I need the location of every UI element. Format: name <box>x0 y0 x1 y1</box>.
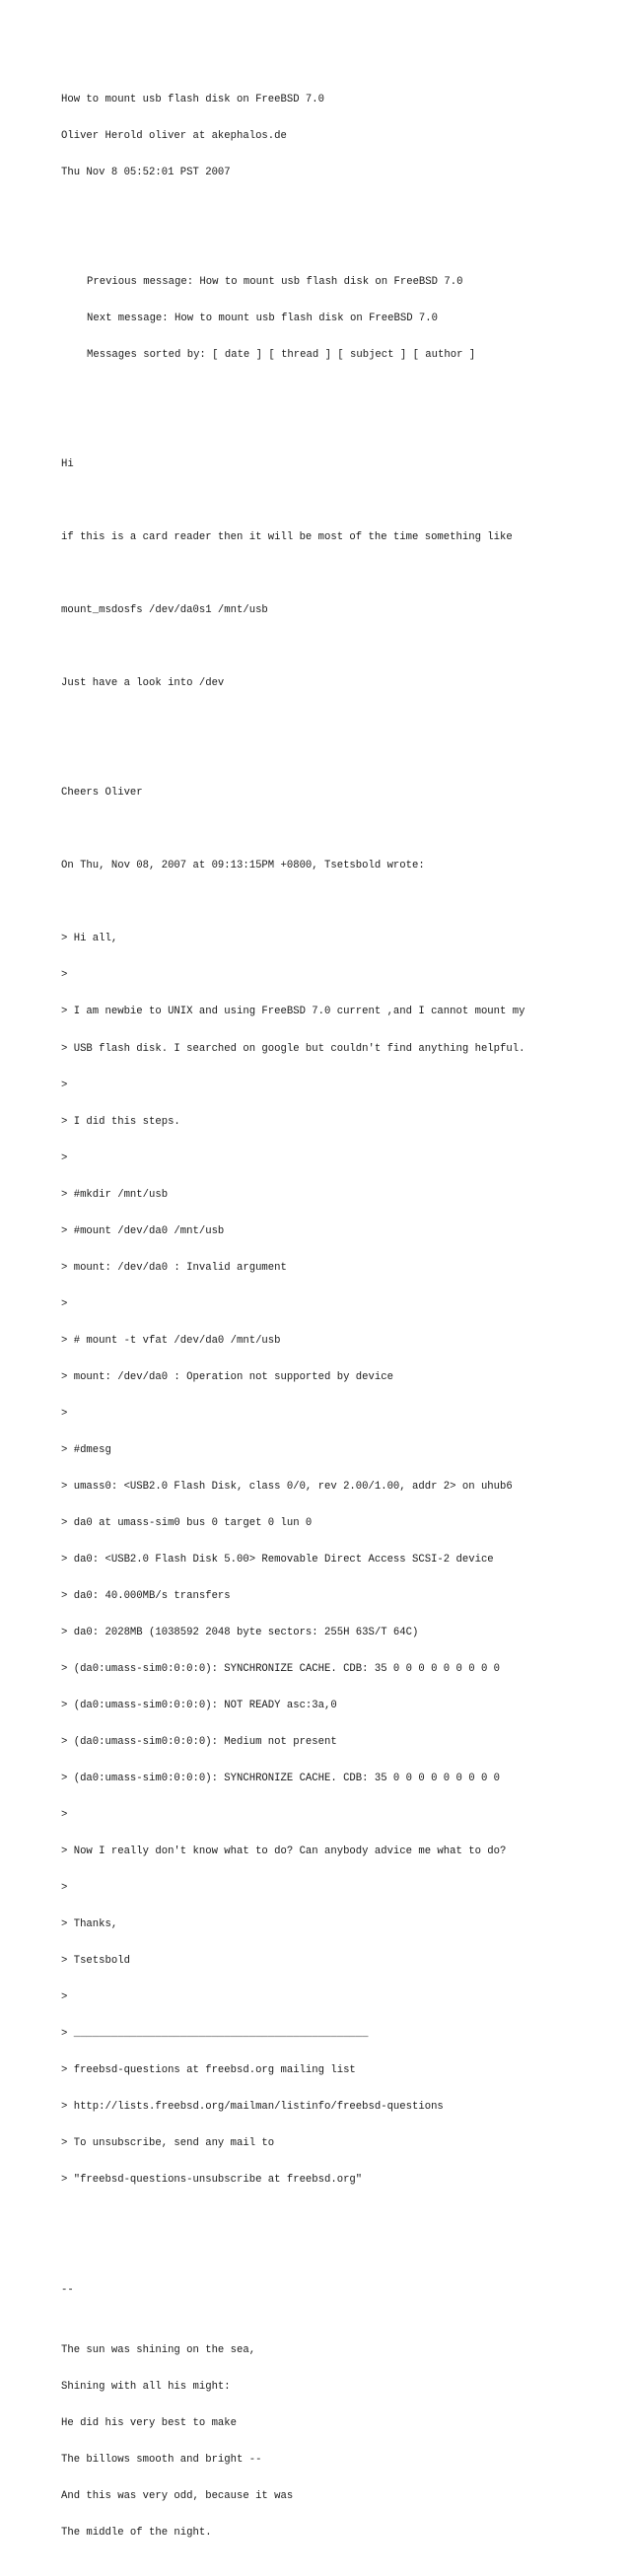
quoted-line: > #dmesg <box>61 1443 111 1456</box>
quoted-line: > (da0:umass-sim0:0:0:0): SYNCHRONIZE CACHE. CDB: 35 0 0 0 0 0 0 0 0 0 <box>61 1663 501 1676</box>
quoted-message <box>61 909 524 2211</box>
message-page <box>61 69 524 2576</box>
quoted-line: > Now I really don't know what to do? Can anybody advice me what to do? <box>61 1845 507 1858</box>
spacer <box>61 2248 524 2260</box>
quoted-line: > mount: /dev/da0 : Invalid argument <box>61 1261 287 1274</box>
quoted-line: > <box>61 1991 68 2004</box>
quoted-line: > freebsd-questions at freebsd.org mailing list <box>61 2064 356 2077</box>
quoted-line: > <box>61 1297 68 1310</box>
quoted-line: > Tsetsbold <box>61 1955 130 1968</box>
quoted-line: > Thanks, <box>61 1918 118 1931</box>
spacer <box>61 823 524 835</box>
quoted-line: > <box>61 1151 68 1164</box>
spacer <box>61 203 524 215</box>
messages-sorted-by[interactable]: Messages sorted by: [ date ] [ thread ] [ subject ] [ author ] <box>87 348 476 361</box>
next-message-link[interactable]: Next message: How to mount usb flash disk on FreeBSD 7.0 <box>87 312 439 324</box>
quoted-line: > "freebsd-questions-unsubscribe at freebsd.org" <box>61 2174 363 2187</box>
spacer <box>61 568 524 580</box>
quoted-line: > (da0:umass-sim0:0:0:0): Medium not present <box>61 1736 337 1749</box>
quoted-line: > mount: /dev/da0 : Operation not supported by device <box>61 1370 393 1383</box>
quoted-line: > # mount -t vfat /dev/da0 /mnt/usb <box>61 1334 281 1347</box>
signoff: Cheers Oliver <box>61 787 143 800</box>
spacer <box>61 750 524 762</box>
quote-intro: On Thu, Nov 08, 2007 at 09:13:15PM +0800, Tsetsbold wrote: <box>61 860 425 872</box>
quoted-line: > _______________________________________________ <box>61 2028 369 2041</box>
signature-line: The middle of the night. <box>61 2527 212 2540</box>
previous-message-link[interactable]: Previous message: How to mount usb flash disk on FreeBSD 7.0 <box>87 275 463 288</box>
message-author: Oliver Herold oliver at akephalos.de <box>61 129 287 142</box>
quoted-line: > <box>61 1882 68 1895</box>
quoted-line: > (da0:umass-sim0:0:0:0): NOT READY asc:3a,0 <box>61 1700 337 1712</box>
greeting: Hi <box>61 458 74 470</box>
spacer <box>61 495 524 507</box>
quoted-line: > I did this steps. <box>61 1115 180 1128</box>
message-date: Thu Nov 8 05:52:01 PST 2007 <box>61 166 231 178</box>
signature-line: And this was very odd, because it was <box>61 2490 294 2503</box>
signature <box>61 2321 524 2564</box>
quoted-line: > da0: 40.000MB/s transfers <box>61 1589 231 1602</box>
spacer <box>61 714 524 726</box>
quoted-line: > (da0:umass-sim0:0:0:0): SYNCHRONIZE CACHE. CDB: 35 0 0 0 0 0 0 0 0 0 <box>61 1773 501 1785</box>
body-paragraph: if this is a card reader then it will be most of the time something like <box>61 531 513 544</box>
signature-line: The sun was shining on the sea, <box>61 2344 256 2357</box>
quoted-line: > <box>61 1809 68 1822</box>
signature-separator: -- <box>61 2283 74 2296</box>
quoted-line: > <box>61 1079 68 1091</box>
spacer <box>61 410 524 422</box>
quoted-line: > <box>61 969 68 982</box>
message-navigation <box>61 251 524 385</box>
body-paragraph: Just have a look into /dev <box>61 677 225 690</box>
quoted-line: > da0: 2028MB (1038592 2048 byte sectors: 255H 63S/T 64C) <box>61 1627 419 1638</box>
quoted-line: > Hi all, <box>61 933 118 945</box>
quoted-line: > da0: <USB2.0 Flash Disk 5.00> Removable Direct Access SCSI-2 device <box>61 1553 494 1566</box>
quoted-line: > To unsubscribe, send any mail to <box>61 2137 275 2150</box>
quoted-line: > USB flash disk. I searched on google but couldn't find anything helpful. <box>61 1042 525 1055</box>
quoted-line: > #mount /dev/da0 /mnt/usb <box>61 1224 225 1237</box>
quoted-line: > umass0: <USB2.0 Flash Disk, class 0/0, rev 2.00/1.00, addr 2> on uhub6 <box>61 1480 513 1493</box>
spacer <box>61 641 524 653</box>
quoted-line: > #mkdir /mnt/usb <box>61 1188 169 1201</box>
signature-line: Shining with all his might: <box>61 2381 231 2394</box>
signature-line: He did his very best to make <box>61 2417 238 2430</box>
quoted-line: > <box>61 1407 68 1420</box>
quoted-line: > I am newbie to UNIX and using FreeBSD 7.0 current ,and I cannot mount my <box>61 1006 525 1018</box>
message-subject: How to mount usb flash disk on FreeBSD 7.0 <box>61 93 325 105</box>
quoted-line: > da0 at umass-sim0 bus 0 target 0 lun 0 <box>61 1516 313 1529</box>
mount-command: mount_msdosfs /dev/da0s1 /mnt/usb <box>61 604 268 617</box>
quoted-line: > http://lists.freebsd.org/mailman/listinfo/freebsd-questions <box>61 2101 444 2114</box>
signature-line: The billows smooth and bright -- <box>61 2454 262 2467</box>
